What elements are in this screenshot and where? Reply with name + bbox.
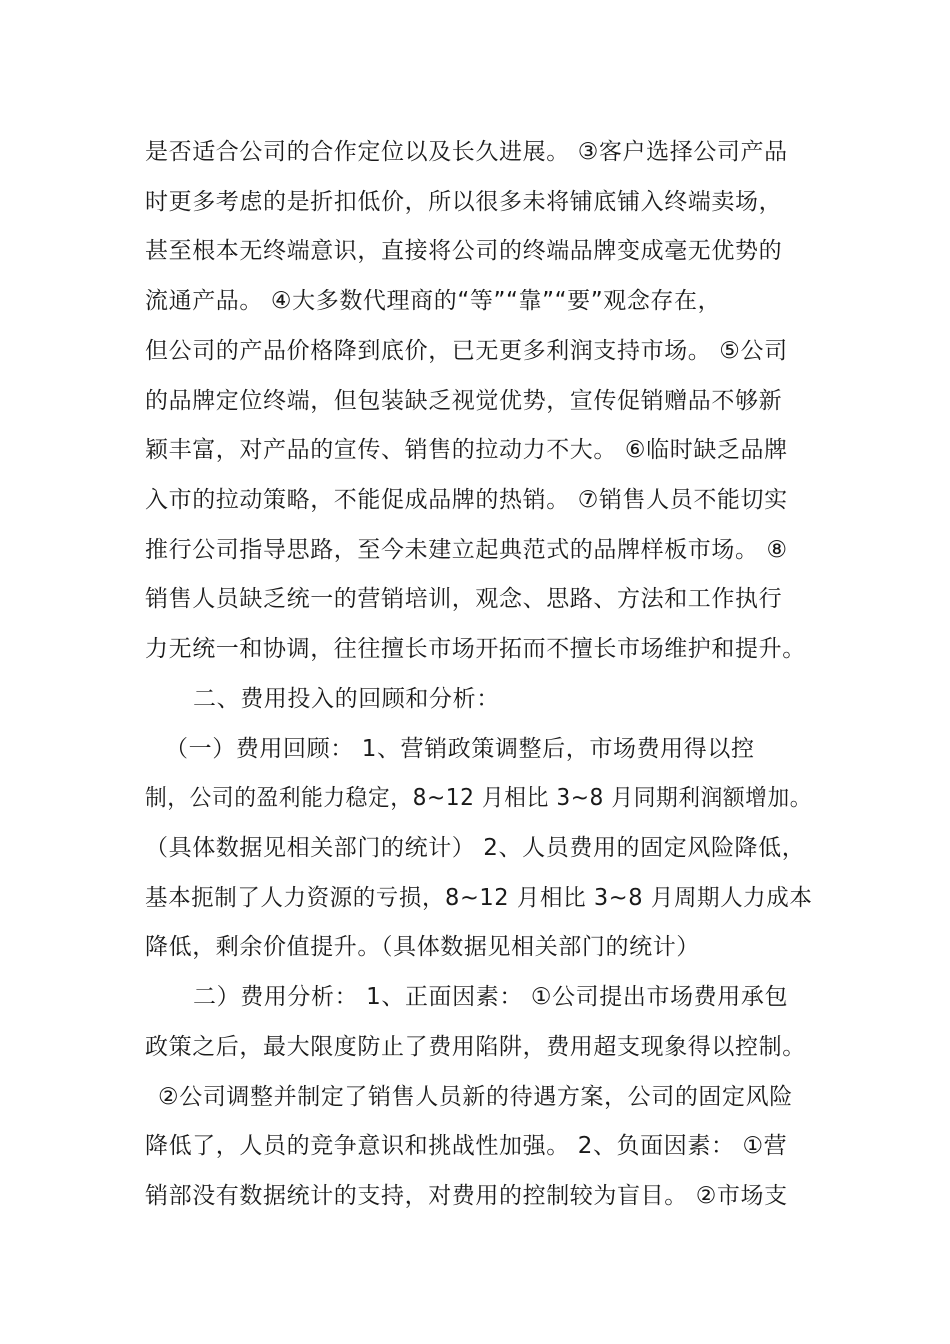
text-line: 降低了，人员的竞争意识和挑战性加强。 2、负面因素： ①营 [145, 1133, 788, 1159]
text-line: 力无统一和协调，往往擅长市场开拓而不擅长市场维护和提升。 [145, 636, 806, 662]
text-line: （一）费用回顾： 1、营销政策调整后，市场费用得以控 [165, 736, 755, 762]
text-line: 时更多考虑的是折扣低价，所以很多未将铺底铺入终端卖场， [145, 189, 783, 215]
section-heading: 二、费用投入的回顾和分析： [193, 686, 500, 712]
text-line: 推行公司指导思路，至今未建立起典范式的品牌样板市场。 ⑧ [145, 537, 788, 563]
text-line: 降低，剩余价值提升。（具体数据见相关部门的统计） [145, 934, 700, 960]
text-line: （具体数据见相关部门的统计） 2、人员费用的固定风险降低， [145, 835, 806, 861]
text-line: 销部没有数据统计的支持，对费用的控制较为盲目。 ②市场支 [145, 1183, 788, 1209]
text-line: ②公司调整并制定了销售人员新的待遇方案，公司的固定风险 [158, 1084, 793, 1110]
text-line: 入市的拉动策略，不能促成品牌的热销。 ⑦销售人员不能切实 [145, 487, 788, 513]
text-line: 颖丰富，对产品的宣传、销售的拉动力不大。 ⑥临时缺乏品牌 [145, 437, 788, 463]
text-line: 制，公司的盈利能力稳定，8~12 月相比 3~8 月同期利润额增加。 [145, 785, 813, 811]
text-line: 甚至根本无终端意识，直接将公司的终端品牌变成毫无优势的 [145, 238, 783, 264]
text-line: 流通产品。 ④大多数代理商的“等”“靠”“要”观念存在， [145, 288, 722, 314]
text-line: 销售人员缺乏统一的营销培训，观念、思路、方法和工作执行 [145, 586, 783, 612]
text-line: 政策之后，最大限度防止了费用陷阱，费用超支现象得以控制。 [145, 1034, 806, 1060]
text-line: 二）费用分析： 1、正面因素： ①公司提出市场费用承包 [193, 984, 789, 1010]
text-line: 是否适合公司的合作定位以及长久进展。 ③客户选择公司产品 [145, 139, 788, 165]
text-line: 的品牌定位终端，但包装缺乏视觉优势，宣传促销赠品不够新 [145, 388, 783, 414]
text-line: 但公司的产品价格降到底价，已无更多利润支持市场。 ⑤公司 [145, 338, 788, 364]
text-line: 基本扼制了人力资源的亏损，8~12 月相比 3~8 月周期人力成本 [145, 885, 813, 911]
